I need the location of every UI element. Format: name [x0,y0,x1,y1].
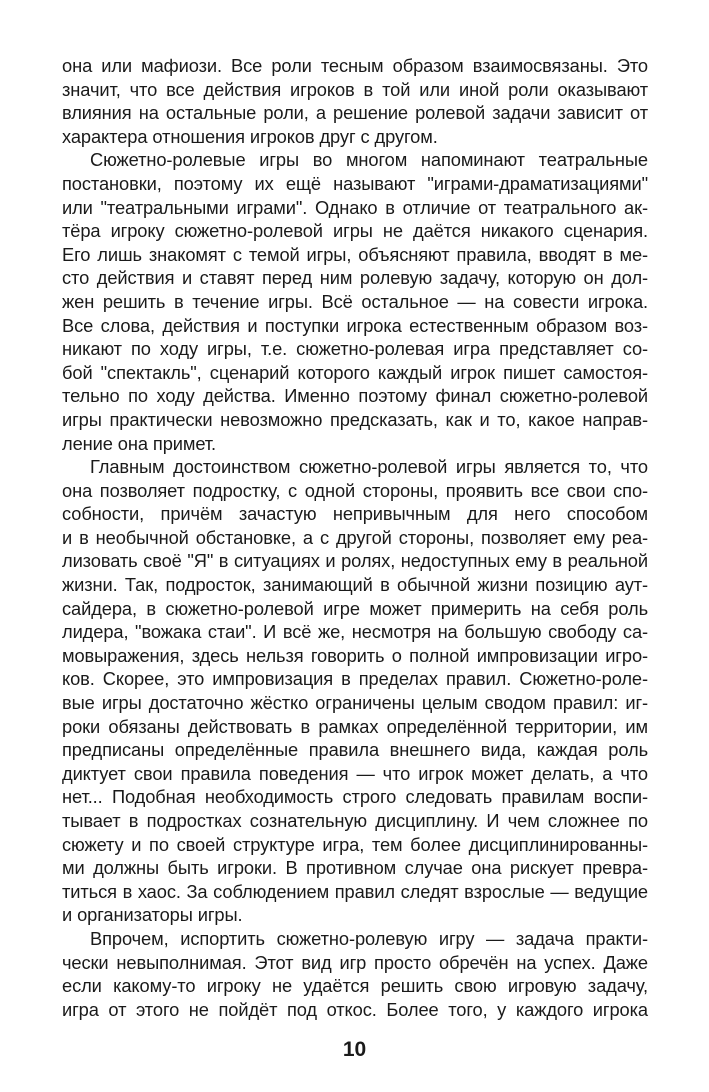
text-line: лизовать своё "Я" в ситуациях и ролях, недоступных ему в реальной [62,550,648,572]
text-line: Главным достоинством сюжетно-ролевой игры является то, что [90,456,648,478]
text-line: жен решить в течение игры. Всё остальное — на совести игрока. [62,290,648,312]
text-line: или "театральными играми". Однако в отличие от театрального ак- [62,196,648,218]
text-line: роки обязаны действовать в рамках определённой территории, им [62,715,648,737]
page-number: 10 [342,1038,367,1061]
text-line: игры практически невозможно предсказать, как и то, какое направ- [62,408,648,430]
text-line: бой "спектакль", сценарий которого каждый игрок пишет самостоя- [62,361,648,383]
text-line: сюжету и по своей структуре игра, тем более дисциплинированны- [62,833,648,855]
text-line: постановки, поэтому их ещё называют "играми-драматизациями" [62,172,648,194]
text-line: тёра игроку сюжетно-ролевой игры не даётся никакого сценария. [62,220,648,242]
text-line: жизни. Так, подросток, занимающий в обычной жизни позицию аут- [62,574,648,596]
text-line: влияния на остальные роли, а решение ролевой задачи зависит от [62,102,648,124]
page-body [62,54,648,1021]
text-line: диктует свои правила поведения — что игрок может делать, а что [62,762,648,784]
text-line: и в необычной обстановке, а с другой стороны, позволяет ему реа- [62,526,648,548]
text-line: ление она примет. [62,432,217,454]
text-line: предписаны определённые правила внешнего вида, каждая роль [62,739,648,761]
text-line: чески невыполнимая. Этот вид игр просто обречён на успех. Даже [62,951,648,973]
text-line: никают по ходу игры, т.е. сюжетно-ролевая игра представляет со- [62,338,648,360]
paragraph [62,54,648,148]
text-line: тывает в подростках сознательную дисциплину. И чем сложнее по [62,810,648,831]
text-line: характера отношения игроков друг с другом. [62,125,438,147]
text-line: она или мафиози. Все роли тесным образом взаимосвязаны. Это [62,55,648,76]
paragraph [62,927,648,1021]
text-line: мовыражения, здесь нельзя говорить о полной импровизации игро- [62,644,648,666]
text-line: если какому-то игроку не удаётся решить свою игровую задачу, [62,975,648,997]
text-line: сайдера, в сюжетно-ролевой игре может примерить на себя роль [62,597,648,619]
text-line: ми должны быть игроки. В противном случае она рискует превра- [62,857,648,879]
text-line: и организаторы игры. [62,904,243,926]
text-line: Сюжетно-ролевые игры во многом напоминают театральные [90,149,648,171]
text-line: ков. Скорее, это импровизация в пределах правил. Сюжетно-роле- [62,668,648,690]
text-line: Его лишь знакомят с темой игры, объясняют правила, вводят в ме- [62,243,648,265]
text-line: собности, причём зачастую непривычным для него способом [62,503,648,525]
text-line: Впрочем, испортить сюжетно-ролевую игру — задача практи- [90,927,648,949]
paragraph [62,455,648,927]
text-line: лидера, "вожака стаи". И всё же, несмотря на большую свободу са- [62,621,648,643]
text-line: титься в хаос. За соблюдением правил следят взрослые — ведущие [62,880,648,902]
text-line: нет... Подобная необходимость строго следовать правилам воспи- [62,786,648,808]
text-line: Все слова, действия и поступки игрока естественным образом воз- [62,314,648,336]
text-line: вые игры достаточно жёстко ограничены целым сводом правил: иг- [62,692,648,714]
paragraph [62,148,648,455]
text-line: она позволяет подростку, с одной стороны, проявить все свои спо- [62,479,648,501]
text-line: сто действия и ставят перед ним ролевую задачу, которую он дол- [62,267,648,289]
text-line: значит, что все действия игроков в той или иной роли оказывают [62,78,648,100]
text-line: игра от этого не пойдёт под откос. Более того, у каждого игрока [62,998,648,1020]
text-line: тельно по ходу действа. Именно поэтому финал сюжетно-ролевой [62,385,648,407]
